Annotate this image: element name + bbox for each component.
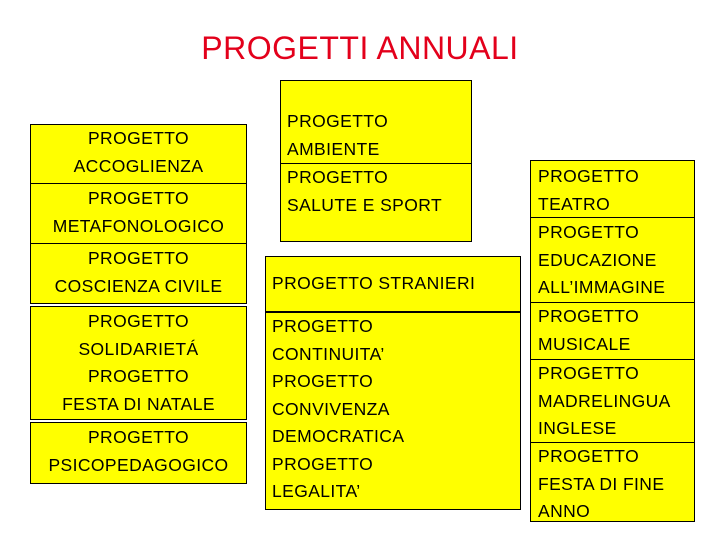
project-stranieri: PROGETTO STRANIERI — [272, 273, 476, 293]
project-ambiente: PROGETTO AMBIENTE — [287, 111, 389, 159]
project-musicale: PROGETTO MUSICALE — [531, 302, 694, 359]
page-title: PROGETTI ANNUALI — [201, 30, 519, 66]
project-solidarieta: PROGETTO SOLIDARIETÁ — [78, 311, 199, 359]
right-box-1 — [530, 160, 695, 522]
left-box-2 — [30, 306, 247, 420]
middle-box-2 — [265, 256, 521, 312]
project-accoglienza: PROGETTO ACCOGLIENZA — [73, 128, 204, 176]
middle-box-3 — [265, 312, 521, 510]
project-educazione-immagine: PROGETTO EDUCAZIONE ALL’IMMAGINE — [531, 217, 694, 302]
project-madrelingua-inglese: PROGETTO MADRELINGUA INGLESE — [531, 359, 694, 442]
project-psicopedagogico: PROGETTO PSICOPEDAGOGICO — [48, 427, 229, 475]
middle-box-1 — [280, 80, 472, 242]
project-festa-di-natale: PROGETTO FESTA DI NATALE — [62, 366, 215, 414]
project-teatro: PROGETTO TEATRO — [538, 166, 640, 214]
project-continuita-convivenza-legalita: PROGETTO CONTINUITA’ PROGETTO CONVIVENZA DEMOCRATICA PROGETTO LEGALITA’ — [272, 316, 405, 501]
left-box-1 — [30, 124, 247, 304]
project-coscienza-civile: PROGETTO COSCIENZA CIVILE — [31, 243, 246, 302]
project-salute-e-sport: PROGETTO SALUTE E SPORT — [281, 163, 471, 219]
project-metafonologico: PROGETTO METAFONOLOGICO — [31, 183, 246, 243]
left-box-3 — [30, 422, 247, 484]
project-festa-di-fine-anno: PROGETTO FESTA DI FINE ANNO — [531, 442, 694, 526]
